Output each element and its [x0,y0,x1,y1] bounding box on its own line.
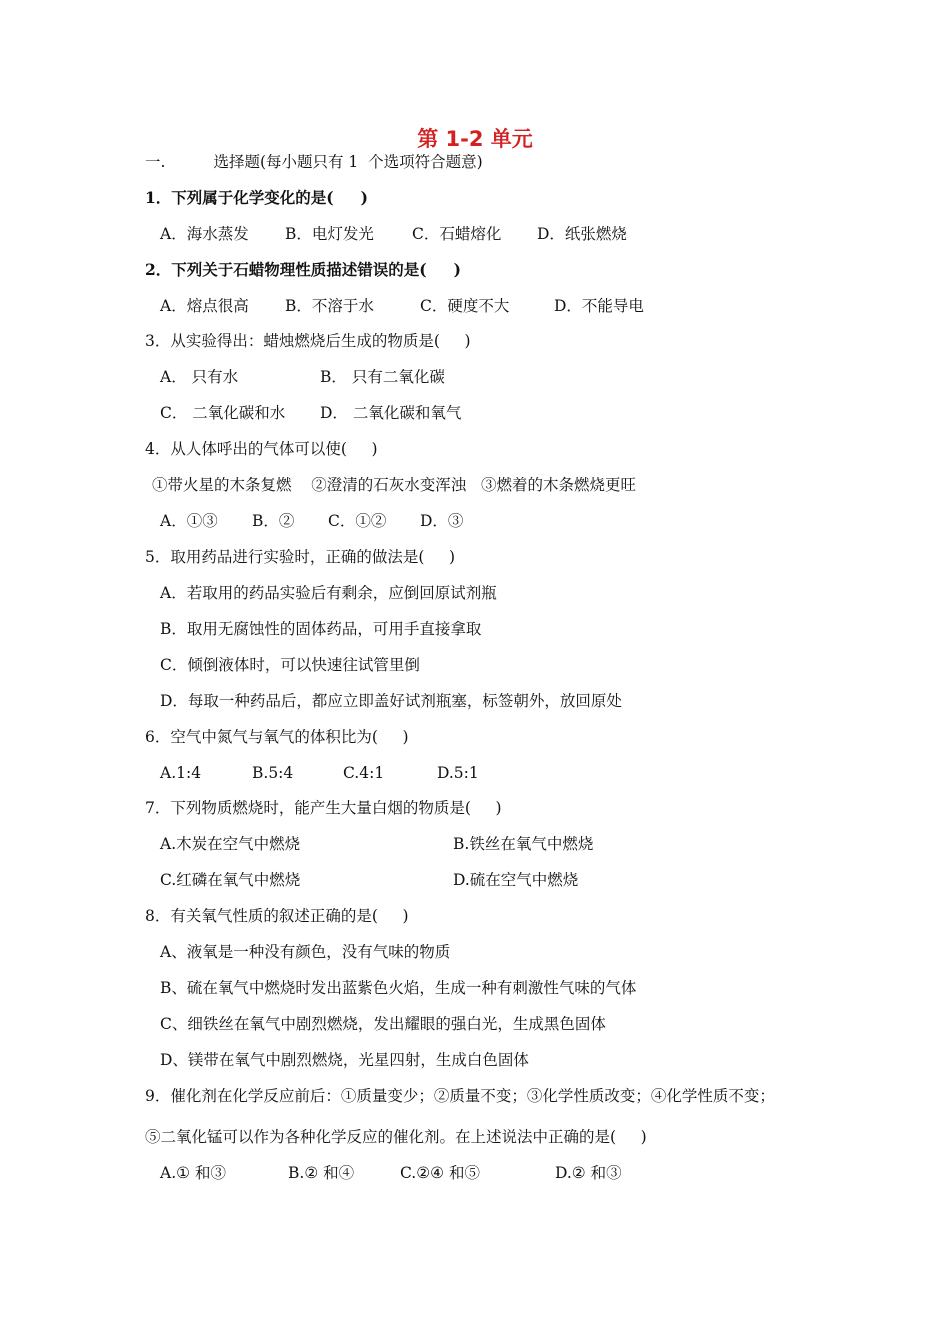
q9-option-a: A.① 和③ [160,1164,226,1182]
q4-statements: ①带火星的木条复燃 ②澄清的石灰水变浑浊 ③燃着的木条燃烧更旺 [152,476,636,494]
page-title: 第 1-2 单元 [417,127,533,151]
question-9-stem-continued: ⑤二氧化锰可以作为各种化学反应的催化剂。在上述说法中正确的是( ) [145,1128,647,1146]
q6-option-d: D.5:1 [437,764,479,782]
section-text: 选择题(每小题只有 1 个选项符合题意) [213,153,483,171]
q8-option-b: B、硫在氧气中燃烧时发出蓝紫色火焰，生成一种有刺激性气味的气体 [160,979,637,997]
q4-option-b: B．② [252,512,295,530]
q3-option-d: D． 二氧化碳和氧气 [320,404,462,422]
q8-option-a: A、液氧是一种没有颜色，没有气味的物质 [160,943,451,961]
section-heading [145,152,483,172]
q6-option-b: B.5:4 [252,764,294,782]
q5-option-a: A．若取用的药品实验后有剩余，应倒回原试剂瓶 [160,584,497,602]
q6-option-a: A.1:4 [160,764,202,782]
q3-option-b: B． 只有二氧化碳 [320,368,445,386]
q4-option-a: A．①③ [160,512,218,530]
q3-option-a: A． 只有水 [160,368,239,386]
q7-option-b: B.铁丝在氧气中燃烧 [453,835,594,853]
section-number: 一. [145,153,166,171]
question-3-stem: 3．从实验得出：蜡烛燃烧后生成的物质是( ) [145,332,471,350]
q9-option-c: C.②④ 和⑤ [400,1164,480,1182]
q5-option-b: B．取用无腐蚀性的固体药品，可用手直接拿取 [160,620,482,638]
question-8-stem: 8．有关氧气性质的叙述正确的是( ) [145,907,409,925]
q2-option-d: D．不能导电 [554,297,644,315]
q7-option-d: D.硫在空气中燃烧 [453,871,579,889]
q2-option-a: A．熔点很高 [160,297,249,315]
q8-option-d: D、镁带在氧气中剧烈燃烧，光星四射，生成白色固体 [160,1051,529,1069]
question-9-stem: 9．催化剂在化学反应前后：①质量变少；②质量不变；③化学性质改变；④化学性质不变； [145,1087,775,1105]
question-1-stem: 1．下列属于化学变化的是( ) [145,188,368,207]
q9-option-d: D.② 和③ [555,1164,622,1182]
q1-option-d: D．纸张燃烧 [537,225,627,243]
q2-option-c: C．硬度不大 [420,297,510,315]
q5-option-c: C．倾倒液体时，可以快速往试管里倒 [160,656,420,674]
q7-option-a: A.木炭在空气中燃烧 [160,835,301,853]
q7-option-c: C.红磷在氧气中燃烧 [160,871,301,889]
q2-option-b: B．不溶于水 [285,297,374,315]
q5-option-d: D．每取一种药品后，都应立即盖好试剂瓶塞，标签朝外，放回原处 [160,692,622,710]
question-6-stem: 6．空气中氮气与氧气的体积比为( ) [145,728,409,746]
q1-option-a: A．海水蒸发 [160,225,249,243]
question-5-stem: 5．取用药品进行实验时，正确的做法是( ) [145,548,456,566]
q9-option-b: B.② 和④ [288,1164,355,1182]
q1-option-b: B．电灯发光 [285,225,374,243]
question-2-stem: 2．下列关于石蜡物理性质描述错误的是( ) [145,260,461,279]
question-4-stem: 4．从人体呼出的气体可以使( ) [145,440,378,458]
question-7-stem: 7．下列物质燃烧时，能产生大量白烟的物质是( ) [145,799,502,817]
q4-option-c: C．①② [328,512,387,530]
q4-option-d: D．③ [420,512,464,530]
q6-option-c: C.4:1 [343,764,385,782]
q1-option-c: C．石蜡熔化 [412,225,502,243]
q8-option-c: C、细铁丝在氧气中剧烈燃烧，发出耀眼的强白光，生成黑色固体 [160,1015,606,1033]
q3-option-c: C． 二氧化碳和水 [160,404,286,422]
